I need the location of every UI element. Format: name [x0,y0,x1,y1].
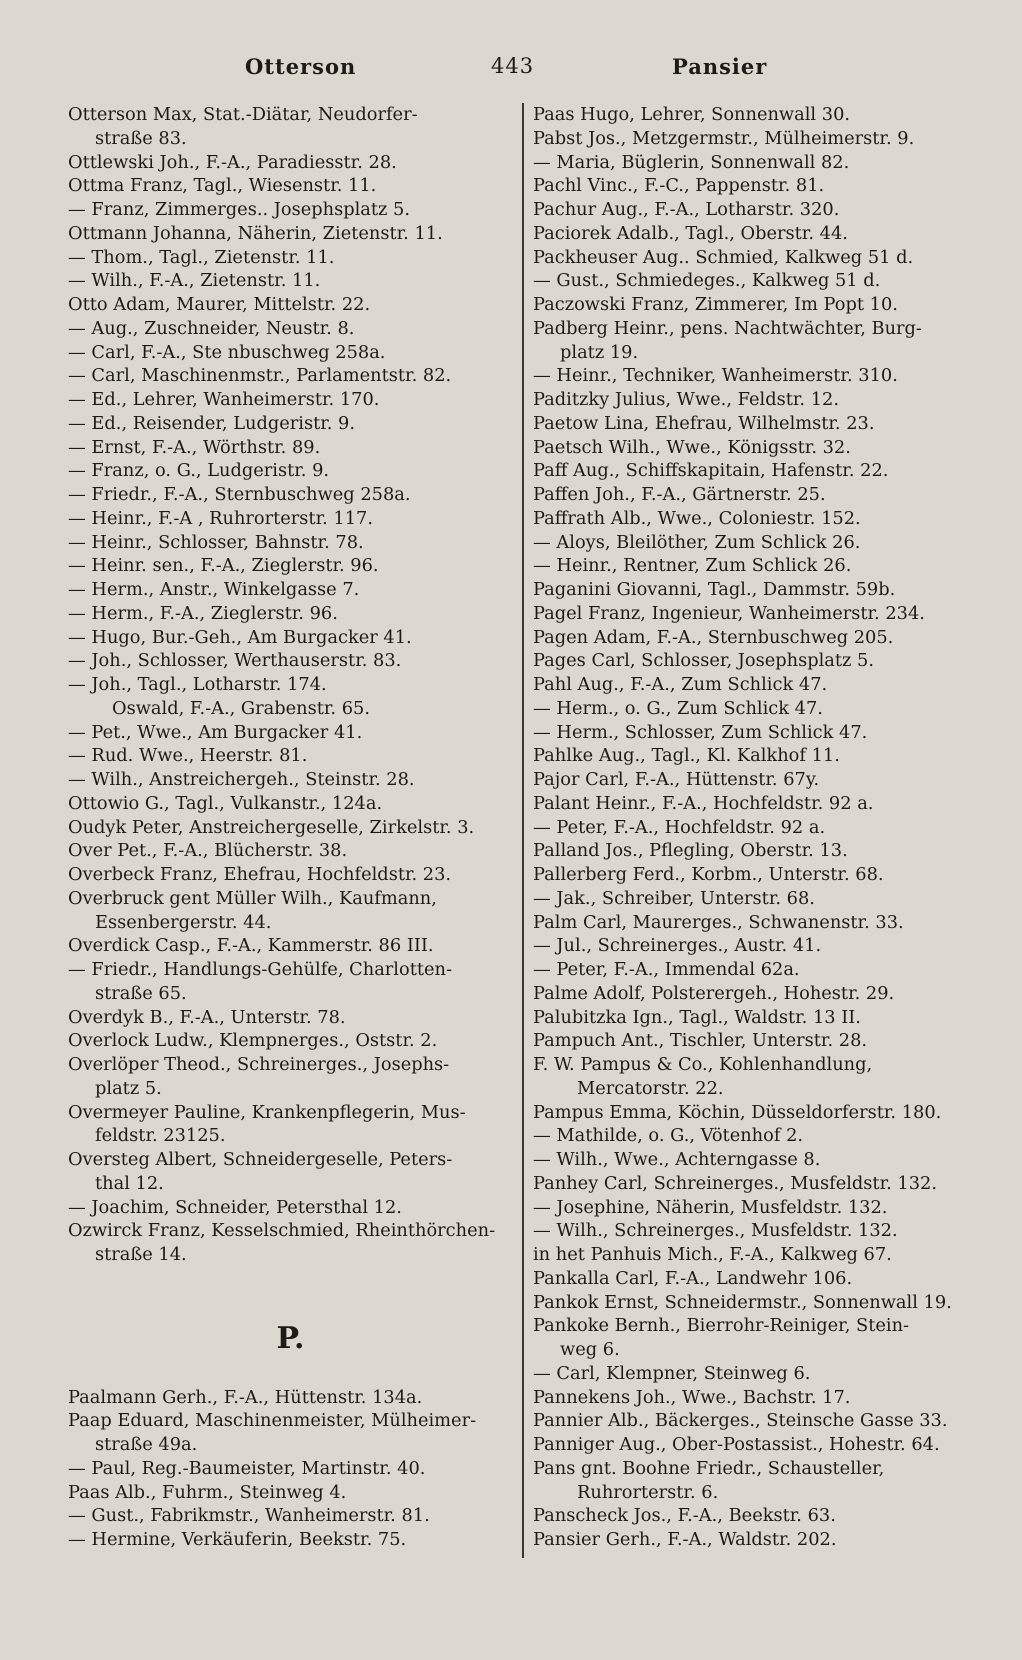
directory-entry: Overmeyer Pauline, Krankenpflegerin, Mus- [68,1101,466,1123]
directory-entry: Pankok Ernst, Schneidermstr., Sonnenwall 19. [533,1291,952,1313]
directory-entry: — Pet., Wwe., Am Burgacker 41. [68,721,363,743]
directory-entry: — Maria, Büglerin, Sonnenwall 82. [533,151,850,173]
column-divider [522,103,524,1558]
directory-entry: Overbeck Franz, Ehefrau, Hochfeldstr. 23. [68,864,452,885]
directory-entry: F. W. Pampus & Co., Kohlenhandlung, [533,1054,873,1075]
directory-entry: Overdyk B., F.-A., Unterstr. 78. [68,1006,346,1028]
directory-entry: Pagel Franz, Ingenieur, Wanheimerstr. 234. [533,602,925,624]
directory-entry: — Joh., Tagl., Lotharstr. 174. [68,674,327,695]
directory-entry: platz 5. [95,1077,162,1099]
directory-entry: Paap Eduard, Maschinenmeister, Mülheimer- [68,1410,477,1432]
directory-entry: Paffen Joh., F.-A., Gärtnerstr. 25. [533,484,826,505]
directory-entry: Pankoke Bernh., Bierrohr-Reiniger, Stein- [533,1315,910,1337]
directory-entry: Paffrath Alb., Wwe., Coloniestr. 152. [533,507,861,529]
directory-entry: — Jul., Schreinerges., Austr. 41. [533,935,822,957]
directory-entry: Ottlewski Joh., F.-A., Paradiesstr. 28. [68,151,397,173]
directory-entry: — Wilh., Anstreichergeh., Steinstr. 28. [68,769,415,790]
directory-entry: Pajor Carl, F.-A., Hüttenstr. 67y. [533,769,820,790]
page-number: 443 [491,54,535,78]
directory-entry: — Aloys, Bleilöther, Zum Schlick 26. [533,531,861,553]
directory-entry: Paetow Lina, Ehefrau, Wilhelmstr. 23. [533,412,875,434]
directory-entry: Pans gnt. Boohne Friedr., Schausteller, [533,1457,885,1479]
right-column [533,103,973,1552]
directory-entry: Palubitzka Ign., Tagl., Waldstr. 13 II. [533,1006,861,1028]
directory-entry: Pahl Aug., F.-A., Zum Schlick 47. [533,674,828,695]
directory-entry: straße 83. [95,127,187,149]
directory-entry: Pannier Alb., Bäckerges., Steinsche Gasse 33. [533,1410,948,1432]
directory-entry: — Heinr. sen., F.-A., Zieglerstr. 96. [68,555,379,577]
directory-entry: — Wilh., Wwe., Achterngasse 8. [533,1149,821,1170]
directory-entry: — Franz, o. G., Ludgeristr. 9. [68,460,330,482]
directory-entry: Mercatorstr. 22. [577,1077,724,1099]
directory-entry: Palant Heinr., F.-A., Hochfeldstr. 92 a. [533,792,874,814]
directory-entry: Otto Adam, Maurer, Mittelstr. 22. [68,294,371,315]
directory-entry: Pachl Vinc., F.-C., Pappenstr. 81. [533,175,825,197]
directory-entry: — Thom., Tagl., Zietenstr. 11. [68,246,335,268]
left-entries-p [68,1386,513,1552]
directory-entry: — Peter, F.-A., Hochfeldstr. 92 a. [533,816,826,838]
directory-entry: — Ed., Lehrer, Wanheimerstr. 170. [68,389,380,410]
directory-entry: Pampuch Ant., Tischler, Unterstr. 28. [533,1030,868,1052]
directory-entry: Oswald, F.-A., Grabenstr. 65. [112,697,370,719]
right-entries [533,103,973,1552]
directory-entry: — Joachim, Schneider, Petersthal 12. [68,1196,402,1218]
directory-entry: — Carl, Klempner, Steinweg 6. [533,1362,811,1384]
blank-line [68,1267,513,1291]
directory-entry: — Wilh., F.-A., Zietenstr. 11. [68,270,321,292]
directory-entry: — Ernst, F.-A., Wörthstr. 89. [68,436,321,458]
directory-entry: Pabst Jos., Metzgermstr., Mülheimerstr. 9. [533,127,915,149]
directory-entry: Pampus Emma, Köchin, Düsseldorferstr. 180. [533,1101,942,1123]
directory-entry: Palme Adolf, Polsterergeh., Hohestr. 29. [533,982,895,1004]
directory-entry: — Heinr., F.-A , Ruhrorterstr. 117. [68,507,374,529]
directory-entry: — Hermine, Verkäuferin, Beekstr. 75. [68,1529,407,1550]
directory-entry: thal 12. [95,1172,164,1194]
directory-entry: — Heinr., Schlosser, Bahnstr. 78. [68,531,364,553]
directory-entry: — Peter, F.-A., Immendal 62a. [533,959,800,980]
directory-entry: Pages Carl, Schlosser, Josephsplatz 5. [533,650,874,672]
directory-entry: Essenbergerstr. 44. [95,911,272,933]
directory-entry: Overbruck gent Müller Wilh., Kaufmann, [68,887,437,909]
directory-entry: — Heinr., Techniker, Wanheimerstr. 310. [533,365,898,387]
directory-entry: in het Panhuis Mich., F.-A., Kalkweg 67. [533,1244,892,1265]
directory-entry: Ottmann Johanna, Näherin, Zietenstr. 11. [68,222,443,244]
directory-entry: — Franz, Zimmerges.. Josephsplatz 5. [68,199,411,220]
directory-entry: Pannekens Joh., Wwe., Bachstr. 17. [533,1386,851,1408]
directory-entry: — Wilh., Schreinerges., Musfeldstr. 132. [533,1220,898,1242]
directory-entry: — Gust., Schmiedeges., Kalkweg 51 d. [533,270,881,292]
directory-entry: Panniger Aug., Ober-Postassist., Hohestr. 64. [533,1434,940,1455]
directory-entry: Oudyk Peter, Anstreichergeselle, Zirkelstr. 3. [68,816,475,838]
directory-entry: weg 6. [560,1339,620,1360]
directory-entry: Palland Jos., Pflegling, Oberstr. 13. [533,840,848,862]
directory-entry: Pahlke Aug., Tagl., Kl. Kalkhof 11. [533,745,840,767]
left-column [68,103,513,1552]
directory-entry: Panscheck Jos., F.-A., Beekstr. 63. [533,1505,836,1527]
header-right-keyword: Pansier [672,54,768,79]
directory-entry: — Rud. Wwe., Heerstr. 81. [68,745,308,767]
directory-entry: platz 19. [560,341,639,363]
directory-entry: Ruhrorterstr. 6. [577,1481,719,1503]
directory-entry: straße 49a. [95,1434,198,1455]
header-left-keyword: Otterson [245,54,357,79]
directory-entry: — Ed., Reisender, Ludgeristr. 9. [68,412,356,434]
directory-entry: Oversteg Albert, Schneidergeselle, Peters- [68,1149,453,1170]
directory-entry: — Mathilde, o. G., Vötenhof 2. [533,1125,804,1147]
directory-entry: — Joh., Schlosser, Werthauserstr. 83. [68,650,402,672]
directory-entry: — Friedr., F.-A., Sternbuschweg 258a. [68,484,411,505]
directory-entry: Paditzky Julius, Wwe., Feldstr. 12. [533,389,839,410]
directory-entry: Paetsch Wilh., Wwe., Königsstr. 32. [533,436,851,458]
directory-entry: Pachur Aug., F.-A., Lotharstr. 320. [533,199,840,220]
directory-entry: — Paul, Reg.-Baumeister, Martinstr. 40. [68,1457,426,1479]
directory-entry: Panhey Carl, Schreinerges., Musfeldstr. 132. [533,1172,938,1194]
directory-entry: Pankalla Carl, F.-A., Landwehr 106. [533,1267,853,1289]
directory-entry: Ozwirck Franz, Kesselschmied, Rheinthörchen- [68,1220,496,1242]
section-letter-p: P. [276,1320,305,1356]
directory-entry: Paff Aug., Schiffskapitain, Hafenstr. 22. [533,460,889,482]
directory-entry: Pagen Adam, F.-A., Sternbuschweg 205. [533,626,894,648]
directory-entry: Paas Hugo, Lehrer, Sonnenwall 30. [533,104,851,125]
directory-entry: — Herm., o. G., Zum Schlick 47. [533,697,823,719]
directory-entry: — Herm., F.-A., Zieglerstr. 96. [68,602,338,624]
directory-entry: Overlock Ludw., Klempnerges., Oststr. 2. [68,1030,438,1052]
left-entries-o [68,103,513,1267]
directory-entry: Paganini Giovanni, Tagl., Dammstr. 59b. [533,579,896,600]
directory-entry: Over Pet., F.-A., Blücherstr. 38. [68,840,348,862]
directory-entry: — Hugo, Bur.-Geh., Am Burgacker 41. [68,626,412,648]
directory-entry: — Friedr., Handlungs-Gehülfe, Charlotten- [68,959,452,980]
directory-entry: — Jak., Schreiber, Unterstr. 68. [533,887,815,909]
directory-entry: Overlöper Theod., Schreinerges., Josephs- [68,1054,450,1075]
directory-entry: Overdick Casp., F.-A., Kammerstr. 86 III. [68,935,434,957]
directory-entry: — Carl, F.-A., Ste nbuschweg 258a. [68,341,386,363]
directory-entry: — Aug., Zuschneider, Neustr. 8. [68,317,355,339]
directory-entry: Ottowio G., Tagl., Vulkanstr., 124a. [68,792,383,814]
directory-entry: — Herm., Anstr., Winkelgasse 7. [68,579,360,600]
directory-entry: straße 14. [95,1244,187,1265]
directory-entry: — Josephine, Näherin, Musfeldstr. 132. [533,1196,888,1218]
directory-entry: feldstr. 23125. [95,1125,226,1147]
directory-entry: Padberg Heinr., pens. Nachtwächter, Burg- [533,317,922,339]
directory-entry: Packheuser Aug.. Schmied, Kalkweg 51 d. [533,246,914,268]
directory-entry: — Herm., Schlosser, Zum Schlick 47. [533,721,868,743]
directory-entry: — Gust., Fabrikmstr., Wanheimerstr. 81. [68,1505,430,1527]
directory-entry: — Carl, Maschinenmstr., Parlamentstr. 82. [68,365,452,387]
directory-entry: Paalmann Gerh., F.-A., Hüttenstr. 134a. [68,1386,423,1408]
directory-entry: Palm Carl, Maurerges., Schwanenstr. 33. [533,911,904,933]
directory-entry: — Heinr., Rentner, Zum Schlick 26. [533,555,852,577]
directory-entry: Paas Alb., Fuhrm., Steinweg 4. [68,1481,347,1503]
directory-entry: Paciorek Adalb., Tagl., Oberstr. 44. [533,222,848,244]
directory-entry: Paczowski Franz, Zimmerer, Im Popt 10. [533,294,898,315]
directory-entry: Ottma Franz, Tagl., Wiesenstr. 11. [68,175,377,197]
directory-entry: straße 65. [95,982,187,1004]
directory-entry: Otterson Max, Stat.-Diätar, Neudorfer- [68,104,418,125]
directory-entry: Pallerberg Ferd., Korbm., Unterstr. 68. [533,864,884,885]
directory-entry: Pansier Gerh., F.-A., Waldstr. 202. [533,1529,837,1550]
